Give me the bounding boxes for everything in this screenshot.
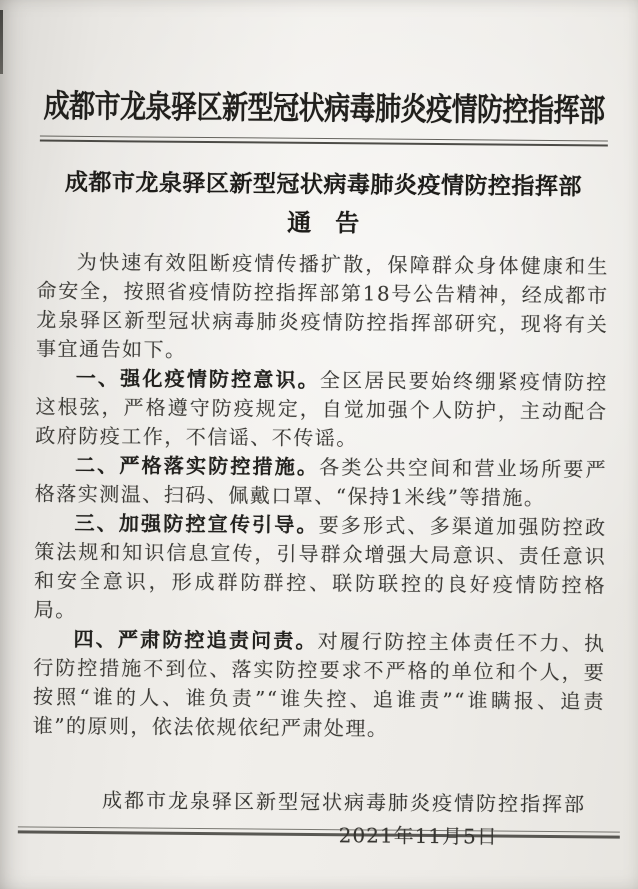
item-3-lead: 三、加强防控宣传引导。: [74, 510, 319, 538]
item-1-text: 全区居民要始终绷紧疫情防控这根弦，严格遵守防疫规定，自觉加强个人防护，主动配合政府防疫工作，不信谣、不传谣。: [35, 368, 608, 451]
signature-org: 成都市龙泉驿区新型冠状病毒肺炎疫情防控指挥部: [102, 788, 587, 817]
item-3-text: 要多形式、多渠道加强防控政策法规和知识信息宣传，引导群众增强大局意识、责任意识和安全意识，形成群防群控、联防联控的良好疫情防控格局。: [33, 513, 607, 622]
notice-issuing-org: 成都市龙泉驿区新型冠状病毒肺炎疫情防控指挥部: [64, 168, 583, 201]
item-paragraph-1: [35, 364, 608, 456]
item-4-lead: 四、严肃防控追责问责。: [73, 626, 318, 653]
letterhead-title: 成都市龙泉驿区新型冠状病毒肺炎疫情防控指挥部: [43, 88, 605, 131]
notice-body: [33, 248, 609, 746]
notice-title: 通 告: [287, 207, 360, 238]
item-paragraph-3: [34, 509, 607, 630]
intro-paragraph: 为快速有效阻断疫情传播扩散，保障群众身体健康和生命安全，按照省疫情防控指挥部第18号公告精神，经成都市龙泉驿区新型冠状病毒肺炎疫情防控指挥部研究，现将有关事宜通告如下。: [35, 249, 609, 362]
photo-edge-artifact: [0, 10, 3, 74]
item-1-lead: 一、强化疫情防控意识。: [75, 365, 321, 393]
item-4-text: 对履行防控主体责任不力、执行防控措施不到位、落实防控要求不严格的单位和个人，要按照“谁的人、谁负责”“谁失控、追谁责”“谁瞒报、追责谁”的原则，依法依规依纪严肃处理。: [32, 628, 606, 741]
item-2-text: 各类公共空间和营业场所要严格落实测温、扫码、佩戴口罩、“保持1米线”等措施。: [34, 455, 608, 510]
item-paragraph-2: [35, 451, 607, 514]
signature-date: 2021年11月5日: [338, 823, 498, 849]
letterhead-divider: [40, 136, 608, 147]
item-paragraph-4: [33, 625, 606, 746]
item-2-lead: 二、严格落实防控措施。: [74, 452, 320, 480]
